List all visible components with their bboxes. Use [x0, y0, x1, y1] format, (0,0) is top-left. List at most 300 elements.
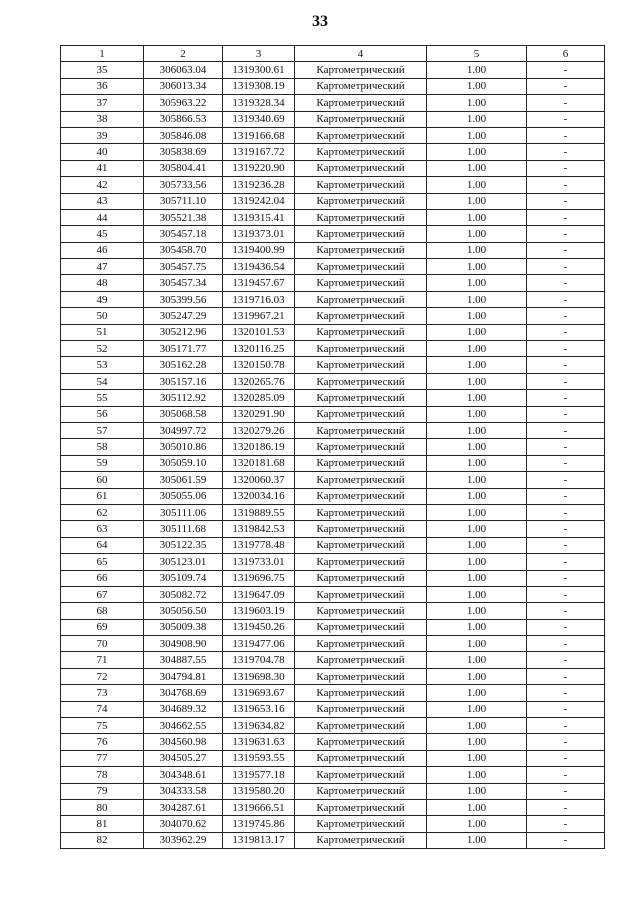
note-cell: - — [527, 668, 605, 684]
accuracy-cell: 1.00 — [427, 144, 527, 160]
table-row — [61, 209, 605, 225]
table-row — [61, 554, 605, 570]
x-coordinate-cell: 303962.29 — [144, 832, 223, 848]
note-cell: - — [527, 357, 605, 373]
x-coordinate-cell: 305963.22 — [144, 95, 223, 111]
accuracy-cell: 1.00 — [427, 275, 527, 291]
accuracy-cell: 1.00 — [427, 685, 527, 701]
note-cell: - — [527, 472, 605, 488]
note-cell: - — [527, 193, 605, 209]
table-row — [61, 111, 605, 127]
note-cell: - — [527, 586, 605, 602]
accuracy-cell: 1.00 — [427, 652, 527, 668]
point-number-cell: 49 — [61, 291, 144, 307]
note-cell: - — [527, 95, 605, 111]
method-cell: Картометрический — [295, 259, 427, 275]
column-header-4: 4 — [295, 46, 427, 62]
x-coordinate-cell: 305711.10 — [144, 193, 223, 209]
y-coordinate-cell: 1320186.19 — [223, 439, 295, 455]
x-coordinate-cell: 304997.72 — [144, 422, 223, 438]
y-coordinate-cell: 1319733.01 — [223, 554, 295, 570]
accuracy-cell: 1.00 — [427, 472, 527, 488]
method-cell: Картометрический — [295, 783, 427, 799]
table-row — [61, 95, 605, 111]
y-coordinate-cell: 1319704.78 — [223, 652, 295, 668]
table-row — [61, 619, 605, 635]
method-cell: Картометрический — [295, 95, 427, 111]
note-cell: - — [527, 488, 605, 504]
point-number-cell: 75 — [61, 718, 144, 734]
y-coordinate-cell: 1319634.82 — [223, 718, 295, 734]
point-number-cell: 42 — [61, 177, 144, 193]
column-header-2: 2 — [144, 46, 223, 62]
point-number-cell: 72 — [61, 668, 144, 684]
x-coordinate-cell: 304560.98 — [144, 734, 223, 750]
table-row — [61, 488, 605, 504]
method-cell: Картометрический — [295, 685, 427, 701]
x-coordinate-cell: 305458.70 — [144, 242, 223, 258]
accuracy-cell: 1.00 — [427, 488, 527, 504]
table-row — [61, 62, 605, 78]
method-cell: Картометрический — [295, 422, 427, 438]
accuracy-cell: 1.00 — [427, 750, 527, 766]
method-cell: Картометрический — [295, 308, 427, 324]
point-number-cell: 69 — [61, 619, 144, 635]
y-coordinate-cell: 1319450.26 — [223, 619, 295, 635]
method-cell: Картометрический — [295, 586, 427, 602]
table-row — [61, 504, 605, 520]
method-cell: Картометрический — [295, 390, 427, 406]
note-cell: - — [527, 341, 605, 357]
x-coordinate-cell: 305068.58 — [144, 406, 223, 422]
x-coordinate-cell: 305457.34 — [144, 275, 223, 291]
method-cell: Картометрический — [295, 537, 427, 553]
y-coordinate-cell: 1319400.99 — [223, 242, 295, 258]
x-coordinate-cell: 305804.41 — [144, 160, 223, 176]
table-row — [61, 668, 605, 684]
point-number-cell: 56 — [61, 406, 144, 422]
accuracy-cell: 1.00 — [427, 78, 527, 94]
table-row — [61, 406, 605, 422]
y-coordinate-cell: 1319577.18 — [223, 767, 295, 783]
y-coordinate-cell: 1319167.72 — [223, 144, 295, 160]
y-coordinate-cell: 1319308.19 — [223, 78, 295, 94]
accuracy-cell: 1.00 — [427, 570, 527, 586]
x-coordinate-cell: 304908.90 — [144, 636, 223, 652]
accuracy-cell: 1.00 — [427, 603, 527, 619]
x-coordinate-cell: 305171.77 — [144, 341, 223, 357]
y-coordinate-cell: 1319220.90 — [223, 160, 295, 176]
table-row — [61, 78, 605, 94]
column-header-3: 3 — [223, 46, 295, 62]
note-cell: - — [527, 652, 605, 668]
method-cell: Картометрический — [295, 701, 427, 717]
y-coordinate-cell: 1319236.28 — [223, 177, 295, 193]
note-cell: - — [527, 275, 605, 291]
x-coordinate-cell: 305846.08 — [144, 127, 223, 143]
method-cell: Картометрический — [295, 406, 427, 422]
x-coordinate-cell: 304505.27 — [144, 750, 223, 766]
y-coordinate-cell: 1320279.26 — [223, 422, 295, 438]
x-coordinate-cell: 305056.50 — [144, 603, 223, 619]
point-number-cell: 60 — [61, 472, 144, 488]
accuracy-cell: 1.00 — [427, 111, 527, 127]
table-row — [61, 439, 605, 455]
point-number-cell: 71 — [61, 652, 144, 668]
method-cell: Картометрический — [295, 570, 427, 586]
y-coordinate-cell: 1319593.55 — [223, 750, 295, 766]
y-coordinate-cell: 1319315.41 — [223, 209, 295, 225]
method-cell: Картометрический — [295, 816, 427, 832]
accuracy-cell: 1.00 — [427, 816, 527, 832]
accuracy-cell: 1.00 — [427, 586, 527, 602]
table-row — [61, 291, 605, 307]
point-number-cell: 51 — [61, 324, 144, 340]
accuracy-cell: 1.00 — [427, 799, 527, 815]
point-number-cell: 80 — [61, 799, 144, 815]
point-number-cell: 57 — [61, 422, 144, 438]
y-coordinate-cell: 1319745.86 — [223, 816, 295, 832]
note-cell: - — [527, 636, 605, 652]
table-row — [61, 521, 605, 537]
x-coordinate-cell: 305111.06 — [144, 504, 223, 520]
table-row — [61, 341, 605, 357]
accuracy-cell: 1.00 — [427, 701, 527, 717]
method-cell: Картометрический — [295, 373, 427, 389]
table-row — [61, 390, 605, 406]
table-row — [61, 177, 605, 193]
point-number-cell: 79 — [61, 783, 144, 799]
table-body — [61, 62, 605, 849]
x-coordinate-cell: 306063.04 — [144, 62, 223, 78]
column-header-5: 5 — [427, 46, 527, 62]
y-coordinate-cell: 1319580.20 — [223, 783, 295, 799]
table-row — [61, 242, 605, 258]
accuracy-cell: 1.00 — [427, 357, 527, 373]
point-number-cell: 39 — [61, 127, 144, 143]
method-cell: Картометрический — [295, 652, 427, 668]
point-number-cell: 35 — [61, 62, 144, 78]
y-coordinate-cell: 1319696.75 — [223, 570, 295, 586]
x-coordinate-cell: 304287.61 — [144, 799, 223, 815]
method-cell: Картометрический — [295, 488, 427, 504]
x-coordinate-cell: 306013.34 — [144, 78, 223, 94]
method-cell: Картометрический — [295, 554, 427, 570]
y-coordinate-cell: 1319716.03 — [223, 291, 295, 307]
column-header-1: 1 — [61, 46, 144, 62]
y-coordinate-cell: 1320060.37 — [223, 472, 295, 488]
column-header-6: 6 — [527, 46, 605, 62]
point-number-cell: 82 — [61, 832, 144, 848]
method-cell: Картометрический — [295, 193, 427, 209]
x-coordinate-cell: 305111.68 — [144, 521, 223, 537]
x-coordinate-cell: 304333.58 — [144, 783, 223, 799]
note-cell: - — [527, 291, 605, 307]
method-cell: Картометрический — [295, 226, 427, 242]
x-coordinate-cell: 305457.75 — [144, 259, 223, 275]
note-cell: - — [527, 619, 605, 635]
accuracy-cell: 1.00 — [427, 406, 527, 422]
table-row — [61, 144, 605, 160]
point-number-cell: 52 — [61, 341, 144, 357]
table-row — [61, 226, 605, 242]
accuracy-cell: 1.00 — [427, 127, 527, 143]
accuracy-cell: 1.00 — [427, 259, 527, 275]
accuracy-cell: 1.00 — [427, 390, 527, 406]
method-cell: Картометрический — [295, 111, 427, 127]
accuracy-cell: 1.00 — [427, 455, 527, 471]
y-coordinate-cell: 1319889.55 — [223, 504, 295, 520]
note-cell: - — [527, 177, 605, 193]
table-row — [61, 160, 605, 176]
y-coordinate-cell: 1319457.67 — [223, 275, 295, 291]
note-cell: - — [527, 701, 605, 717]
x-coordinate-cell: 305521.38 — [144, 209, 223, 225]
note-cell: - — [527, 521, 605, 537]
note-cell: - — [527, 439, 605, 455]
method-cell: Картометрический — [295, 144, 427, 160]
x-coordinate-cell: 304348.61 — [144, 767, 223, 783]
table-row — [61, 193, 605, 209]
point-number-cell: 41 — [61, 160, 144, 176]
method-cell: Картометрический — [295, 767, 427, 783]
y-coordinate-cell: 1319631.63 — [223, 734, 295, 750]
method-cell: Картометрический — [295, 718, 427, 734]
x-coordinate-cell: 305055.06 — [144, 488, 223, 504]
method-cell: Картометрический — [295, 799, 427, 815]
accuracy-cell: 1.00 — [427, 832, 527, 848]
accuracy-cell: 1.00 — [427, 209, 527, 225]
accuracy-cell: 1.00 — [427, 291, 527, 307]
table-row — [61, 472, 605, 488]
accuracy-cell: 1.00 — [427, 373, 527, 389]
note-cell: - — [527, 226, 605, 242]
point-number-cell: 54 — [61, 373, 144, 389]
table-row — [61, 275, 605, 291]
note-cell: - — [527, 816, 605, 832]
method-cell: Картометрический — [295, 341, 427, 357]
table-row — [61, 324, 605, 340]
x-coordinate-cell: 304662.55 — [144, 718, 223, 734]
y-coordinate-cell: 1320265.76 — [223, 373, 295, 389]
table-row — [61, 816, 605, 832]
note-cell: - — [527, 537, 605, 553]
method-cell: Картометрический — [295, 668, 427, 684]
x-coordinate-cell: 305733.56 — [144, 177, 223, 193]
note-cell: - — [527, 259, 605, 275]
table-row — [61, 636, 605, 652]
point-number-cell: 73 — [61, 685, 144, 701]
note-cell: - — [527, 62, 605, 78]
accuracy-cell: 1.00 — [427, 636, 527, 652]
y-coordinate-cell: 1319666.51 — [223, 799, 295, 815]
y-coordinate-cell: 1319842.53 — [223, 521, 295, 537]
method-cell: Картометрический — [295, 357, 427, 373]
method-cell: Картометрический — [295, 291, 427, 307]
table-row — [61, 259, 605, 275]
table-row — [61, 750, 605, 766]
y-coordinate-cell: 1319328.34 — [223, 95, 295, 111]
x-coordinate-cell: 305112.92 — [144, 390, 223, 406]
table-row — [61, 537, 605, 553]
note-cell: - — [527, 783, 605, 799]
x-coordinate-cell: 305247.29 — [144, 308, 223, 324]
table-row — [61, 701, 605, 717]
point-number-cell: 59 — [61, 455, 144, 471]
table-row — [61, 603, 605, 619]
method-cell: Картометрический — [295, 275, 427, 291]
note-cell: - — [527, 160, 605, 176]
point-number-cell: 55 — [61, 390, 144, 406]
method-cell: Картометрический — [295, 209, 427, 225]
note-cell: - — [527, 570, 605, 586]
x-coordinate-cell: 305122.35 — [144, 537, 223, 553]
method-cell: Картометрический — [295, 619, 427, 635]
x-coordinate-cell: 305457.18 — [144, 226, 223, 242]
method-cell: Картометрический — [295, 636, 427, 652]
point-number-cell: 43 — [61, 193, 144, 209]
y-coordinate-cell: 1319653.16 — [223, 701, 295, 717]
note-cell: - — [527, 144, 605, 160]
table-row — [61, 685, 605, 701]
method-cell: Картометрический — [295, 127, 427, 143]
x-coordinate-cell: 305082.72 — [144, 586, 223, 602]
method-cell: Картометрический — [295, 750, 427, 766]
table-row — [61, 799, 605, 815]
point-number-cell: 47 — [61, 259, 144, 275]
y-coordinate-cell: 1320101.53 — [223, 324, 295, 340]
note-cell: - — [527, 832, 605, 848]
x-coordinate-cell: 305162.28 — [144, 357, 223, 373]
point-number-cell: 74 — [61, 701, 144, 717]
note-cell: - — [527, 406, 605, 422]
point-number-cell: 66 — [61, 570, 144, 586]
note-cell: - — [527, 390, 605, 406]
method-cell: Картометрический — [295, 504, 427, 520]
point-number-cell: 48 — [61, 275, 144, 291]
point-number-cell: 65 — [61, 554, 144, 570]
method-cell: Картометрический — [295, 521, 427, 537]
table-row — [61, 783, 605, 799]
table-row — [61, 570, 605, 586]
y-coordinate-cell: 1320116.25 — [223, 341, 295, 357]
y-coordinate-cell: 1320285.09 — [223, 390, 295, 406]
y-coordinate-cell: 1319778.48 — [223, 537, 295, 553]
note-cell: - — [527, 734, 605, 750]
method-cell: Картометрический — [295, 160, 427, 176]
note-cell: - — [527, 799, 605, 815]
accuracy-cell: 1.00 — [427, 668, 527, 684]
point-number-cell: 50 — [61, 308, 144, 324]
y-coordinate-cell: 1319242.04 — [223, 193, 295, 209]
table-row — [61, 455, 605, 471]
x-coordinate-cell: 304768.69 — [144, 685, 223, 701]
table-row — [61, 373, 605, 389]
table-row — [61, 767, 605, 783]
method-cell: Картометрический — [295, 62, 427, 78]
point-number-cell: 68 — [61, 603, 144, 619]
point-number-cell: 63 — [61, 521, 144, 537]
x-coordinate-cell: 304887.55 — [144, 652, 223, 668]
y-coordinate-cell: 1319436.54 — [223, 259, 295, 275]
note-cell: - — [527, 127, 605, 143]
note-cell: - — [527, 767, 605, 783]
point-number-cell: 58 — [61, 439, 144, 455]
point-number-cell: 81 — [61, 816, 144, 832]
accuracy-cell: 1.00 — [427, 619, 527, 635]
table-row — [61, 718, 605, 734]
y-coordinate-cell: 1319693.67 — [223, 685, 295, 701]
note-cell: - — [527, 324, 605, 340]
table-row — [61, 586, 605, 602]
accuracy-cell: 1.00 — [427, 341, 527, 357]
y-coordinate-cell: 1319477.06 — [223, 636, 295, 652]
point-number-cell: 53 — [61, 357, 144, 373]
point-number-cell: 37 — [61, 95, 144, 111]
point-number-cell: 45 — [61, 226, 144, 242]
point-number-cell: 44 — [61, 209, 144, 225]
x-coordinate-cell: 305212.96 — [144, 324, 223, 340]
point-number-cell: 64 — [61, 537, 144, 553]
accuracy-cell: 1.00 — [427, 95, 527, 111]
point-number-cell: 67 — [61, 586, 144, 602]
point-number-cell: 62 — [61, 504, 144, 520]
point-number-cell: 76 — [61, 734, 144, 750]
point-number-cell: 78 — [61, 767, 144, 783]
table-row — [61, 357, 605, 373]
table-row — [61, 422, 605, 438]
x-coordinate-cell: 305399.56 — [144, 291, 223, 307]
note-cell: - — [527, 78, 605, 94]
method-cell: Картометрический — [295, 78, 427, 94]
accuracy-cell: 1.00 — [427, 193, 527, 209]
method-cell: Картометрический — [295, 242, 427, 258]
y-coordinate-cell: 1319373.01 — [223, 226, 295, 242]
y-coordinate-cell: 1320291.90 — [223, 406, 295, 422]
note-cell: - — [527, 554, 605, 570]
method-cell: Картометрический — [295, 324, 427, 340]
note-cell: - — [527, 504, 605, 520]
note-cell: - — [527, 750, 605, 766]
y-coordinate-cell: 1319698.30 — [223, 668, 295, 684]
y-coordinate-cell: 1319967.21 — [223, 308, 295, 324]
x-coordinate-cell: 305157.16 — [144, 373, 223, 389]
note-cell: - — [527, 308, 605, 324]
y-coordinate-cell: 1319603.19 — [223, 603, 295, 619]
accuracy-cell: 1.00 — [427, 439, 527, 455]
note-cell: - — [527, 455, 605, 471]
accuracy-cell: 1.00 — [427, 226, 527, 242]
x-coordinate-cell: 305123.01 — [144, 554, 223, 570]
accuracy-cell: 1.00 — [427, 242, 527, 258]
y-coordinate-cell: 1319647.09 — [223, 586, 295, 602]
accuracy-cell: 1.00 — [427, 767, 527, 783]
method-cell: Картометрический — [295, 832, 427, 848]
method-cell: Картометрический — [295, 455, 427, 471]
y-coordinate-cell: 1319340.69 — [223, 111, 295, 127]
table-row — [61, 832, 605, 848]
point-number-cell: 61 — [61, 488, 144, 504]
accuracy-cell: 1.00 — [427, 422, 527, 438]
accuracy-cell: 1.00 — [427, 537, 527, 553]
note-cell: - — [527, 685, 605, 701]
page-number: 33 — [312, 13, 328, 30]
method-cell: Картометрический — [295, 177, 427, 193]
y-coordinate-cell: 1319300.61 — [223, 62, 295, 78]
y-coordinate-cell: 1320150.78 — [223, 357, 295, 373]
method-cell: Картометрический — [295, 734, 427, 750]
accuracy-cell: 1.00 — [427, 783, 527, 799]
